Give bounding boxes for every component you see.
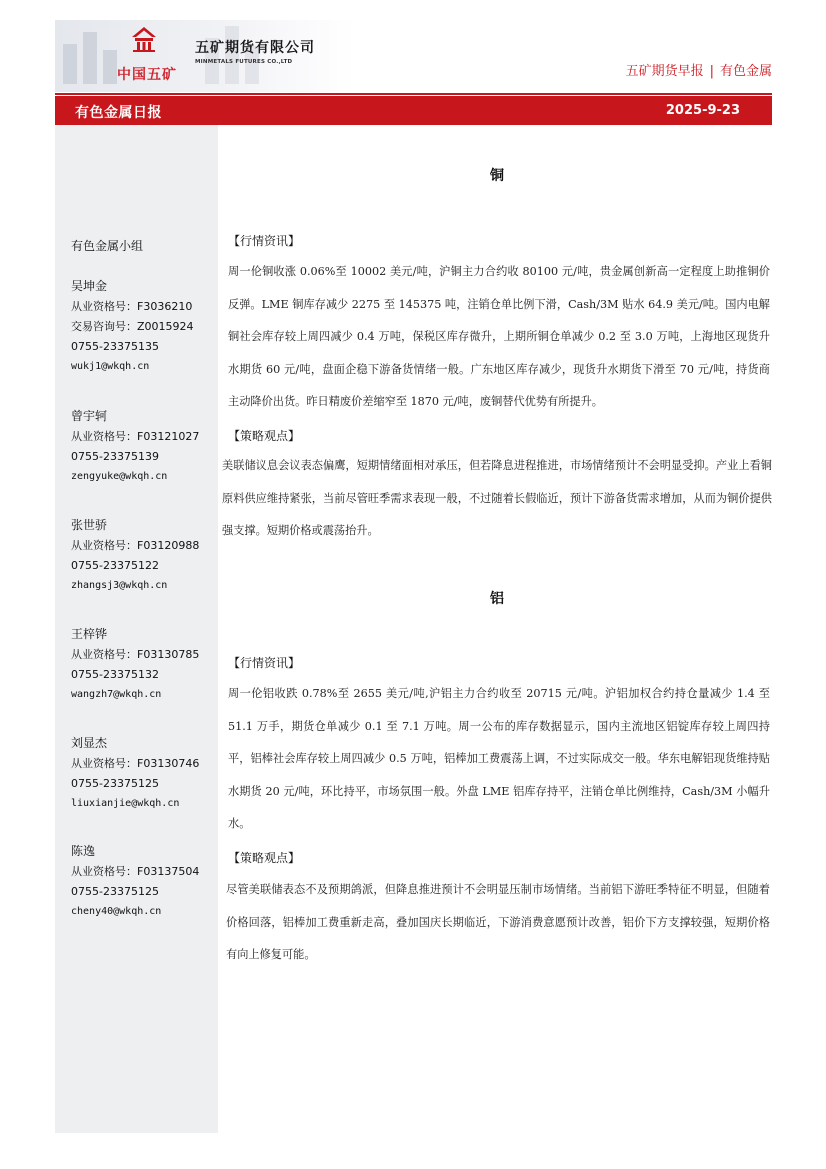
aluminum-market-tag: 【行情资讯】 <box>228 656 301 670</box>
aluminum-market-text: 周一伦铝收跌 0.78%至 2655 美元/吨,沪铝主力合约收至 20715 元/吨。沪铝加权合约持仓量减少 1.4 至 51.1 万手，期货仓单减少 0.1 至 7.1 万吨。周一公布的库存数据显示，国内主流地区铝锭库存较上周四持平，铝棒社会库存较上周四减少 0.5 万吨，铝棒加工费震荡上调，不过实际成交一般。华东电解铝现货维持贴水期货 20 元/吨，环比持平，市场氛围一般。外盘 LME 铝库存持平，注销仓单比例维持，Cash/3M 小幅升水。 <box>228 687 770 830</box>
analyst-name: 刘显杰 <box>71 736 108 750</box>
analyst-card <box>71 517 221 598</box>
aluminum-strategy-text: 尽管美联储表态不及预期鸽派，但降息推进预计不会明显压制市场情绪。当前铝下游旺季特征不明显，但随着价格回落，铝棒加工费重新走高，叠加国庆长期临近，下游消费意愿预计改善，铝价下方支撑较强，短期价格有向上修复可能。 <box>226 883 770 961</box>
copper-market-text: 周一伦铜收涨 0.06%至 10002 美元/吨，沪铜主力合约收 80100 元/吨，贵金属创新高一定程度上助推铜价反弹。LME 铜库存减少 2275 至 145375 吨，注销仓单比例下滑，Cash/3M 贴水 64.9 美元/吨。国内电解铜社会库存较上周四减少 0.4 万吨，保税区库存微升，上期所铜仓单减少 0.2 至 3.0 万吨，上海地区现货升水期货 60 元/吨，盘面企稳下游备货情绪一般。广东地区库存减少，现货升水期货下滑至 70 元/吨，持货商主动降价出货。昨日精废价差缩窄至 1870 元/吨，废铜替代优势有所提升。 <box>228 265 770 408</box>
analyst-card <box>71 735 221 816</box>
analyst-phone: 0755-23375132 <box>71 668 159 681</box>
report-title: 有色金属日报 <box>75 105 162 121</box>
analyst-license: 从业资格号：F03137504 <box>71 865 200 878</box>
analyst-email: wukj1@wkqh.cn <box>71 361 150 372</box>
copper-market-tag: 【行情资讯】 <box>228 234 301 248</box>
analyst-email: zhangsj3@wkqh.cn <box>71 580 168 591</box>
title-bar-rule <box>55 93 772 95</box>
analyst-email: liuxianjie@wkqh.cn <box>71 798 180 809</box>
analyst-license: 从业资格号：F03130785 <box>71 648 200 661</box>
logo-text: 中国五矿 <box>117 67 177 83</box>
aluminum-strategy-tag: 【策略观点】 <box>228 851 301 865</box>
company-name-en: MINMETALS FUTURES CO.,LTD <box>195 59 293 65</box>
title-bar <box>55 96 772 125</box>
copper-strategy-tag: 【策略观点】 <box>228 429 301 443</box>
analyst-name: 张世骄 <box>71 518 108 532</box>
company-name-cn: 五矿期货有限公司 <box>195 40 315 56</box>
aluminum-section-title: 铝 <box>490 591 504 607</box>
analyst-sidebar <box>55 125 218 1133</box>
analyst-phone: 0755-23375139 <box>71 450 159 463</box>
analyst-card <box>71 843 221 924</box>
analyst-card <box>71 626 221 707</box>
analyst-license: 从业资格号：F3036210 <box>71 300 193 313</box>
analyst-name: 吴坤金 <box>71 279 108 293</box>
analyst-license: 从业资格号：F03120988 <box>71 539 200 552</box>
analyst-license: 从业资格号：F03130746 <box>71 757 200 770</box>
report-name: 五矿期货早报 <box>625 64 704 79</box>
report-tag-separator: | <box>709 64 714 79</box>
minmetals-logo <box>117 26 177 83</box>
company-name <box>195 37 315 65</box>
analyst-card <box>71 278 221 379</box>
analyst-card <box>71 408 221 489</box>
analyst-email: zengyuke@wkqh.cn <box>71 471 168 482</box>
report-date: 2025-9-23 <box>665 103 740 118</box>
page-header <box>55 20 772 92</box>
analyst-email: cheny40@wkqh.cn <box>71 906 162 917</box>
analyst-phone: 0755-23375122 <box>71 559 159 572</box>
analyst-license: 从业资格号：F03121027 <box>71 430 200 443</box>
team-name: 有色金属小组 <box>71 239 144 253</box>
copper-section-title: 铜 <box>490 168 504 184</box>
analyst-phone: 0755-23375135 <box>71 340 159 353</box>
report-tag <box>626 60 772 79</box>
analyst-phone: 0755-23375125 <box>71 777 159 790</box>
analyst-email: wangzh7@wkqh.cn <box>71 689 162 700</box>
analyst-name: 曾宇轲 <box>71 409 108 423</box>
minmetals-emblem-icon <box>131 26 157 52</box>
analyst-phone: 0755-23375125 <box>71 885 159 898</box>
analyst-name: 陈逸 <box>71 844 96 858</box>
analyst-consult-license: 交易咨询号：Z0015924 <box>71 320 194 333</box>
analyst-name: 王梓铧 <box>71 627 108 641</box>
copper-strategy-text: 美联储议息会议表态偏鹰，短期情绪面相对承压，但若降息进程推进，市场情绪预计不会明显受抑。产业上看铜原料供应维持紧张，当前尽管旺季需求表现一般，不过随着长假临近，预计下游备货需求增加，从而为铜价提供强支撑。短期价格或震荡抬升。 <box>222 459 772 537</box>
report-category: 有色金属 <box>719 64 772 79</box>
